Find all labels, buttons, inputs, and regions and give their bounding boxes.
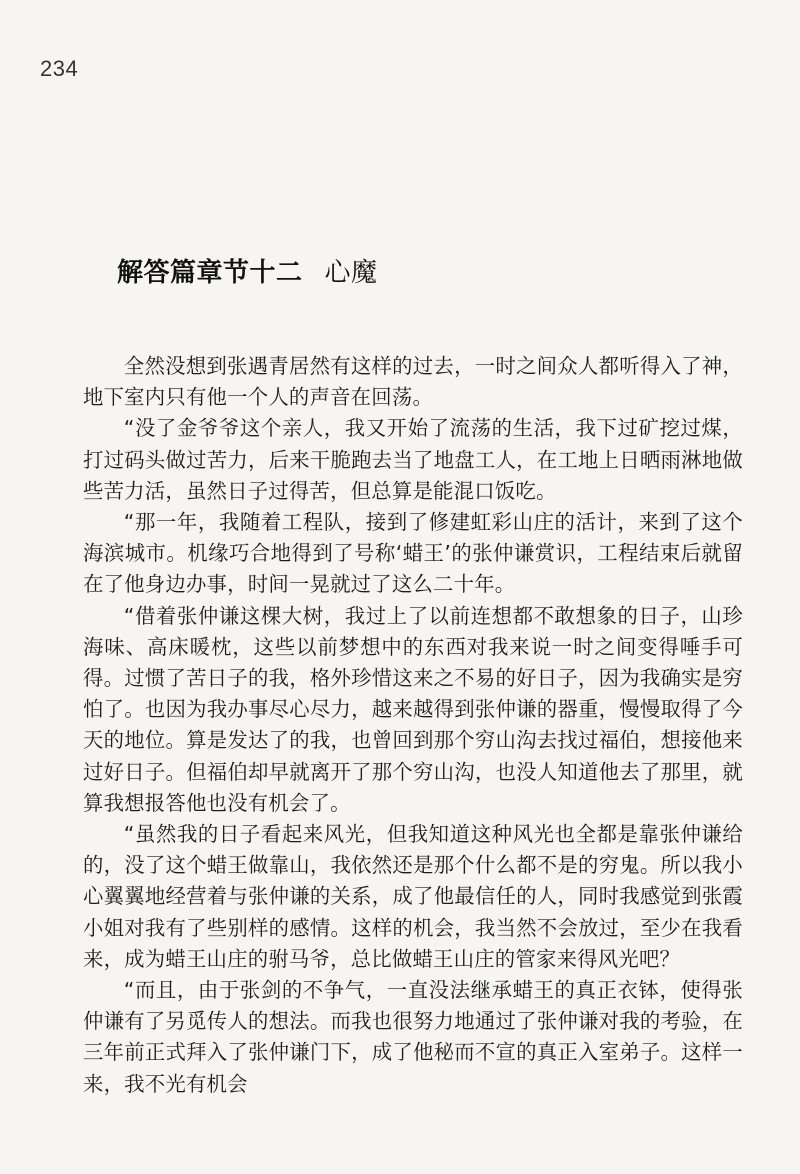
paragraph: “借着张仲谦这棵大树，我过上了以前连想都不敢想象的日子，山珍海味、高床暖枕，这些以前梦想中的东西对我来说一时之间变得唾手可得。过惯了苦日子的我，格外珍惜这来之不易的好日子，因为我确实是穷怕了。也因为我办事尽心尽力，越来越得到张仲谦的器重，慢慢取得了今天的地位。算是发达了的我，也曾回到那个穷山沟去找过福伯，想接他来过好日子。但福伯却早就离开了那个穷山沟，也没人知道他去了那里，就算我想报答他也没有机会了。 xyxy=(83,603,743,815)
chapter-title xyxy=(117,252,378,289)
body-text xyxy=(83,351,743,1100)
paragraph: “而且，由于张剑的不争气，一直没法继承蜡王的真正衣钵，使得张仲谦有了另觅传人的想法。而我也很努力地通过了张仲谦对我的考验，在三年前正式拜入了张仲谦门下，成了他秘而不宣的真正入室弟子。这样一来，我不光有机会 xyxy=(83,978,743,1096)
chapter-subtitle: 心魔 xyxy=(324,258,378,288)
paragraph: “没了金爷爷这个亲人，我又开始了流荡的生活，我下过矿挖过煤，打过码头做过苦力，后来干脆跑去当了地盘工人，在工地上日晒雨淋地做些苦力活，虽然日子过得苦，但总算是能混口饭吃。 xyxy=(83,416,743,503)
chapter-label: 解答篇章节十二 xyxy=(117,258,303,288)
page-number: 234 xyxy=(40,56,79,81)
paragraph: “虽然我的日子看起来风光，但我知道这种风光也全都是靠张仲谦给的，没了这个蜡王做靠山，我依然还是那个什么都不是的穷鬼。所以我小心翼翼地经营着与张仲谦的关系，成了他最信任的人，同时我感觉到张霞小姐对我有了些别样的感情。这样的机会，我当然不会放过，至少在我看来，成为蜡王山庄的驸马爷，总比做蜡王山庄的管家来得风光吧？ xyxy=(83,822,743,971)
paragraph: 全然没想到张遇青居然有这样的过去，一时之间众人都听得入了神，地下室内只有他一个人的声音在回荡。 xyxy=(83,354,743,410)
paragraph: “那一年，我随着工程队，接到了修建虹彩山庄的活计，来到了这个海滨城市。机缘巧合地得到了号称‘蜡王’的张仲谦赏识，工程结束后就留在了他身边办事，时间一晃就过了这么二十年。 xyxy=(83,510,743,597)
